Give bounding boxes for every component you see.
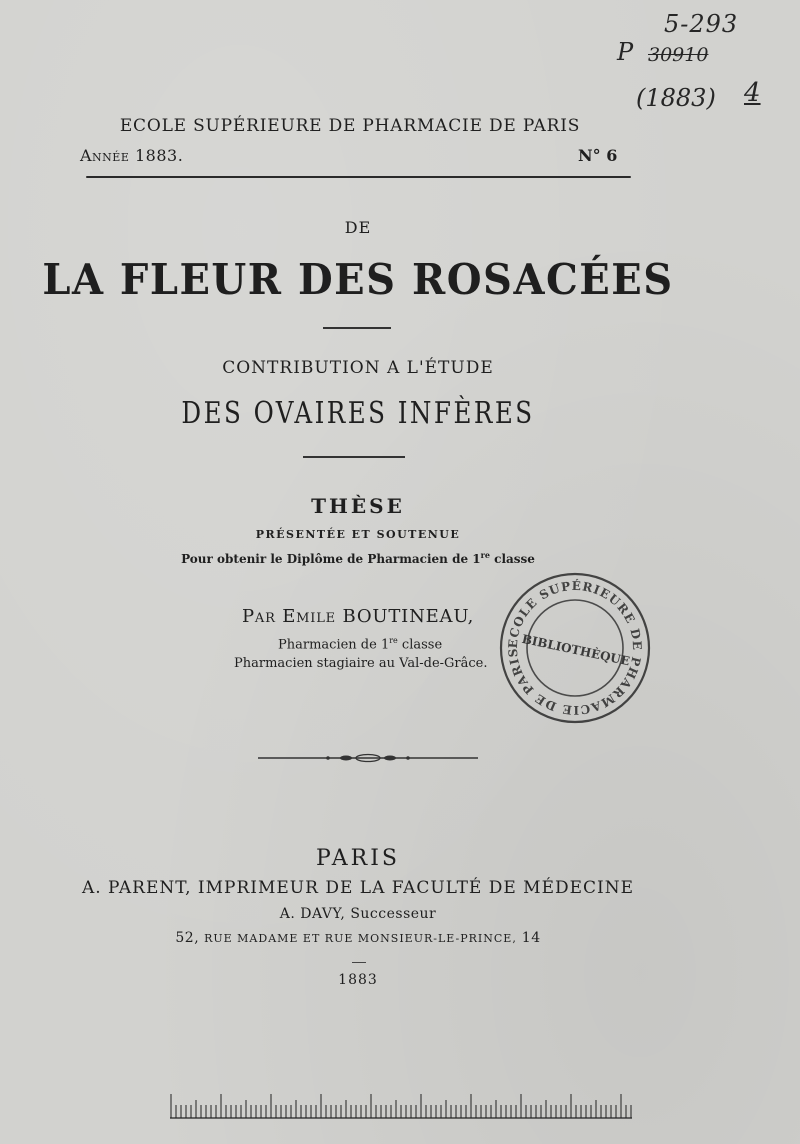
- year-dash: [352, 962, 366, 963]
- role1-sup: re: [389, 636, 398, 645]
- imprint-city: PARIS: [316, 846, 400, 871]
- these-heading: THÈSE: [311, 494, 405, 518]
- shelfmark-prefix: P: [617, 38, 634, 66]
- header-rule: [86, 176, 631, 178]
- imprint-printer: A. PARENT, IMPRIMEUR DE LA FACULTÉ DE MÉDECINE: [81, 878, 635, 898]
- role1-end: classe: [397, 637, 443, 653]
- author-role-2: Pharmacien stagiaire au Val-de-Grâce.: [234, 656, 488, 671]
- imprint-year: 1883: [338, 972, 378, 988]
- thesis-number: N° 6: [578, 146, 618, 165]
- shelfmark-number: 5-293: [664, 10, 739, 38]
- author-line: [242, 606, 474, 627]
- address-number: 52,: [175, 930, 200, 946]
- shelfmark-volume: 4: [744, 78, 761, 108]
- year-line: [80, 146, 183, 165]
- stamp-center-text: BIBLIOTHÈQUE: [520, 631, 632, 669]
- contribution-line: CONTRIBUTION A L'ÉTUDE: [222, 358, 494, 378]
- role1-text: Pharmacien de 1: [278, 637, 390, 653]
- ornament-rule: [258, 752, 478, 764]
- shelfmark-year: (1883): [636, 84, 716, 112]
- title-preposition: DE: [344, 218, 372, 237]
- shelfmark-struck-number: 30910: [648, 44, 709, 66]
- subtitle: DES OVAIRES INFÈRES: [181, 396, 535, 431]
- main-title: LA FLEUR DES ROSACÉES: [42, 254, 674, 305]
- author-role-1: [278, 636, 442, 652]
- scan-scale-ruler: [170, 1092, 632, 1120]
- year-value: 1883.: [134, 146, 184, 165]
- diploma-end: classe: [489, 552, 535, 566]
- presentee-line: PRÉSENTÉE ET SOUTENUE: [255, 528, 461, 541]
- diploma-text: Pour obtenir le Diplôme de Pharmacien de 1: [181, 552, 481, 566]
- author-par: Par: [242, 606, 276, 627]
- diploma-line: [0, 550, 716, 566]
- year-label: Année: [80, 146, 130, 165]
- imprint-successor: A. DAVY, Successeur: [279, 906, 437, 922]
- imprint-address: [0, 930, 716, 946]
- stamp-ring-text: ECOLE SUPÉRIEURE DE PHARMACIE DE PARIS: [505, 578, 645, 718]
- title-rule: [323, 327, 391, 329]
- address-text: RUE MADAME ET RUE MONSIEUR-LE-PRINCE,: [204, 932, 517, 945]
- author-name: Emile BOUTINEAU,: [282, 606, 475, 627]
- school-name: ECOLE SUPÉRIEURE DE PHARMACIE DE PARIS: [119, 116, 581, 136]
- subtitle-rule: [303, 456, 405, 458]
- address-end: 14: [521, 930, 541, 946]
- library-stamp: [496, 568, 654, 728]
- diploma-sup: re: [480, 550, 490, 560]
